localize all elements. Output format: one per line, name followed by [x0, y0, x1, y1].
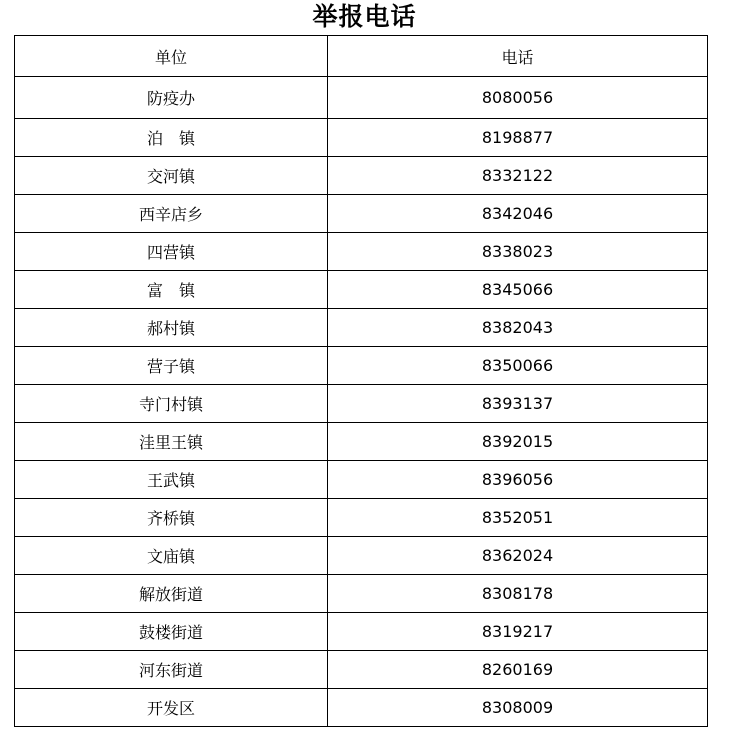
table-row [15, 77, 708, 119]
phone-cell: 8080056 [328, 77, 708, 119]
phone-cell: 8382043 [328, 309, 708, 347]
phone-cell: 8362024 [328, 537, 708, 575]
header-phone: 电话 [328, 36, 708, 77]
phone-cell: 8350066 [328, 347, 708, 385]
phone-cell: 8345066 [328, 271, 708, 309]
unit-cell: 洼里王镇 [15, 423, 328, 461]
phone-cell: 8392015 [328, 423, 708, 461]
phone-cell: 8308178 [328, 575, 708, 613]
unit-cell: 富 镇 [15, 271, 328, 309]
table-row [15, 347, 708, 385]
phone-cell: 8352051 [328, 499, 708, 537]
phone-cell: 8198877 [328, 119, 708, 157]
unit-cell: 交河镇 [15, 157, 328, 195]
table-row [15, 385, 708, 423]
phone-cell: 8342046 [328, 195, 708, 233]
phone-cell: 8332122 [328, 157, 708, 195]
phone-cell: 8393137 [328, 385, 708, 423]
table-row [15, 423, 708, 461]
unit-cell: 防疫办 [15, 77, 328, 119]
table-row [15, 233, 708, 271]
unit-cell: 郝村镇 [15, 309, 328, 347]
unit-cell: 齐桥镇 [15, 499, 328, 537]
phone-cell: 8338023 [328, 233, 708, 271]
table-row [15, 537, 708, 575]
phone-cell: 8308009 [328, 689, 708, 727]
table-row [15, 309, 708, 347]
phone-cell: 8260169 [328, 651, 708, 689]
unit-cell: 营子镇 [15, 347, 328, 385]
unit-cell: 文庙镇 [15, 537, 328, 575]
phone-cell: 8319217 [328, 613, 708, 651]
unit-cell: 鼓楼街道 [15, 613, 328, 651]
unit-cell: 解放街道 [15, 575, 328, 613]
unit-cell: 开发区 [15, 689, 328, 727]
unit-cell: 王武镇 [15, 461, 328, 499]
table-row [15, 575, 708, 613]
table-row [15, 157, 708, 195]
unit-cell: 泊 镇 [15, 119, 328, 157]
hotline-table [14, 35, 708, 727]
phone-cell: 8396056 [328, 461, 708, 499]
page-title: 举报电话 [312, 2, 417, 31]
unit-cell: 寺门村镇 [15, 385, 328, 423]
unit-cell: 四营镇 [15, 233, 328, 271]
table-row [15, 613, 708, 651]
unit-cell: 河东街道 [15, 651, 328, 689]
table-row [15, 499, 708, 537]
table-row [15, 119, 708, 157]
table-row [15, 271, 708, 309]
table-row [15, 689, 708, 727]
table-row [15, 461, 708, 499]
header-unit: 单位 [15, 36, 328, 77]
table-header-row [15, 36, 708, 77]
table-row [15, 651, 708, 689]
table-row [15, 195, 708, 233]
unit-cell: 西辛店乡 [15, 195, 328, 233]
